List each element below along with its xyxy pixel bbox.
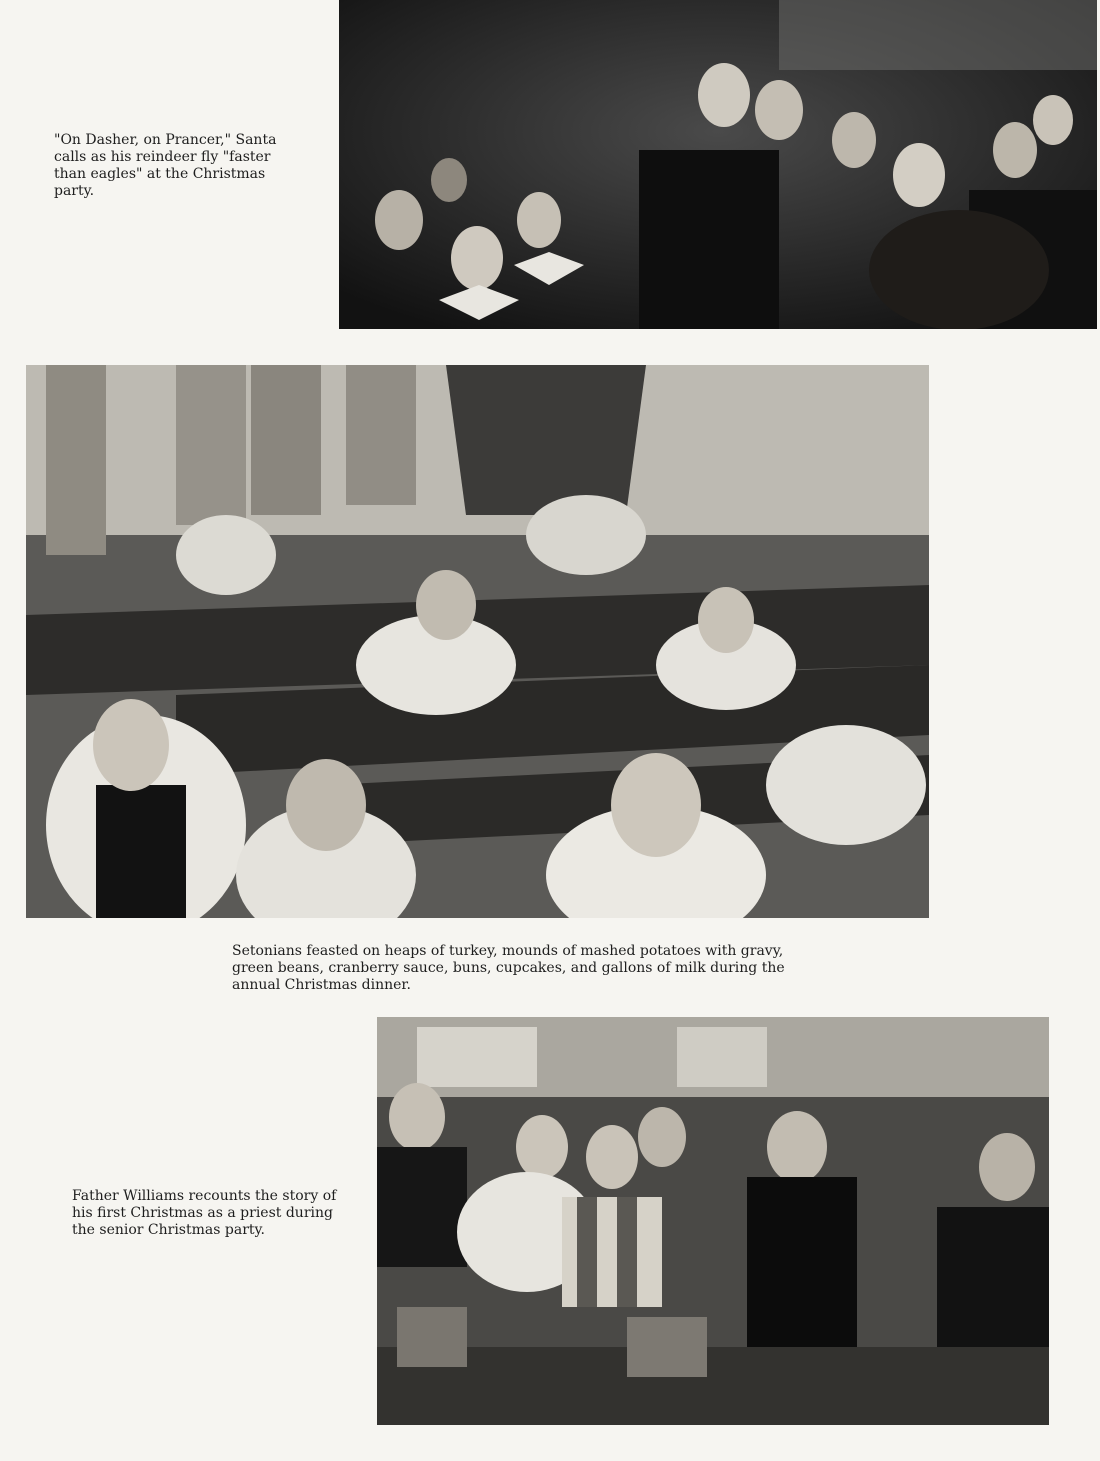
reindeer-party-photo [339, 0, 1097, 329]
reindeer-caption: "On Dasher, on Prancer," Santa calls as his reindeer fly "faster than eagles" at the Christmas party. [54, 132, 277, 199]
reindeer-party-image [339, 0, 1097, 329]
senior-party-image [377, 1017, 1049, 1425]
priest-caption: Father Williams recounts the story of his first Christmas as a priest during the senior Christmas party. [72, 1188, 337, 1238]
senior-party-photo [377, 1017, 1049, 1425]
dinner-caption: Setonians feasted on heaps of turkey, mounds of mashed potatoes with gravy, green beans, cranberry sauce, buns, cupcakes, and gallons of milk during the annual Christmas dinner. [232, 943, 785, 993]
christmas-dinner-photo [26, 365, 929, 918]
christmas-dinner-image [26, 365, 929, 918]
